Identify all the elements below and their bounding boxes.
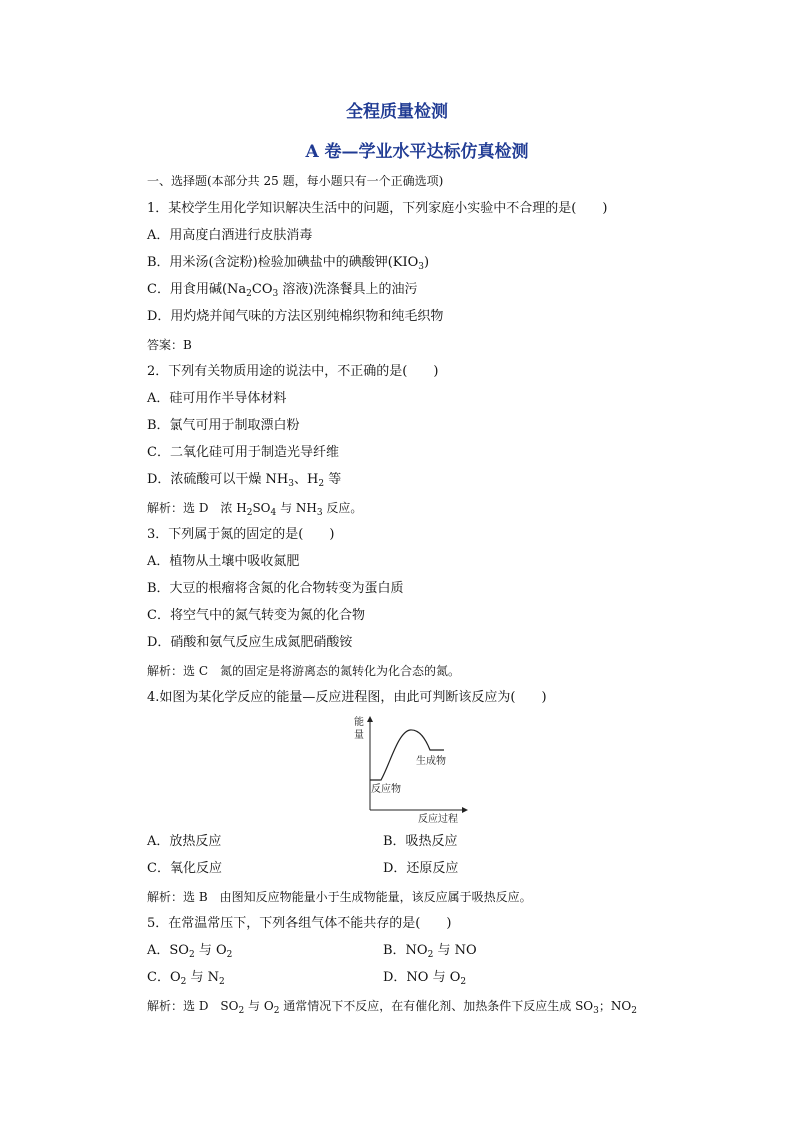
q3-explanation: 解析：选 C 氮的固定是将游离态的氮转化为化合态的氮。 bbox=[147, 664, 460, 678]
chart-reactant-label: 反应物 bbox=[371, 784, 401, 795]
q1-stem: 1．某校学生用化学知识解决生活中的问题，下列家庭小实验中不合理的是( ) bbox=[147, 201, 608, 216]
page-title: 全程质量检测 bbox=[346, 102, 448, 122]
q5-explanation: 解析：选 D $SO_2$ 与 $O_2$ 通常情况下不反应，在有催化剂、加热条件下反应生成 $SO_3$；$NO_2$ bbox=[147, 999, 637, 1016]
page-subtitle: A 卷—学业水平达标仿真检测 bbox=[305, 142, 529, 162]
q3-option-c: C．将空气中的氮气转变为氮的化合物 bbox=[147, 608, 365, 623]
q2-option-c: C．二氧化硅可用于制造光导纤维 bbox=[147, 445, 339, 460]
q4-explanation: 解析：选 B 由图知反应物能量小于生成物能量，该反应属于吸热反应。 bbox=[147, 890, 532, 904]
chart-xlabel: 反应过程 bbox=[418, 814, 458, 825]
q5-stem: 5．在常温常压下，下列各组气体不能共存的是( ) bbox=[147, 916, 452, 931]
q5-option-c: C．$O_2$ 与 $N_2$ bbox=[147, 970, 225, 987]
q4-stem: 4.如图为某化学反应的能量—反应进程图，由此可判断该反应为( ) bbox=[147, 690, 547, 705]
chart-ylabel-bottom: 量 bbox=[354, 730, 364, 741]
q5-option-d: D．NO 与 $O_2$ bbox=[383, 970, 467, 987]
chart-x-arrow bbox=[462, 807, 468, 813]
q1-option-b: B．用米汤(含淀粉)检验加碘盐中的碘酸钾$(KIO_3)$ bbox=[147, 255, 430, 272]
chart-y-arrow bbox=[367, 716, 373, 722]
section-heading: 一、选择题(本部分共 25 题，每小题只有一个正确选项) bbox=[147, 174, 444, 188]
q5-option-a: A．$SO_2$ 与 $O_2$ bbox=[147, 943, 233, 960]
q2-option-d: D．浓硫酸可以干燥 $NH_3$、$H_2$ 等 bbox=[147, 472, 342, 489]
q4-option-c: C．氧化反应 bbox=[147, 861, 222, 876]
q1-option-a: A．用高度白酒进行皮肤消毒 bbox=[147, 228, 313, 243]
q4-option-d: D．还原反应 bbox=[383, 861, 459, 876]
chart-ylabel-top: 能 bbox=[354, 717, 364, 728]
chart-energy-curve bbox=[370, 730, 444, 780]
q3-option-d: D．硝酸和氨气反应生成氮肥硝酸铵 bbox=[147, 635, 353, 650]
q4-option-b: B．吸热反应 bbox=[383, 834, 458, 849]
q2-option-a: A．硅可用作半导体材料 bbox=[147, 391, 287, 406]
q2-explanation: 解析：选 D 浓 $H_2SO_4$ 与 $NH_3$ 反应。 bbox=[147, 501, 363, 518]
q1-option-d: D．用灼烧并闻气味的方法区别纯棉织物和纯毛织物 bbox=[147, 309, 444, 324]
q3-option-b: B．大豆的根瘤将含氮的化合物转变为蛋白质 bbox=[147, 581, 404, 596]
q1-answer: 答案：B bbox=[147, 338, 192, 352]
chart-product-label: 生成物 bbox=[416, 756, 446, 767]
energy-diagram bbox=[352, 714, 472, 826]
q2-stem: 2．下列有关物质用途的说法中，不正确的是( ) bbox=[147, 364, 439, 379]
q2-option-b: B．氯气可用于制取漂白粉 bbox=[147, 418, 300, 433]
q3-stem: 3．下列属于氮的固定的是( ) bbox=[147, 527, 335, 542]
q3-option-a: A．植物从土壤中吸收氮肥 bbox=[147, 554, 300, 569]
q5-option-b: B．$NO_2$ 与 NO bbox=[383, 943, 477, 960]
q4-option-a: A．放热反应 bbox=[147, 834, 222, 849]
q1-option-c: C．用食用碱($Na_2CO_3$ 溶液)洗涤餐具上的油污 bbox=[147, 282, 418, 299]
